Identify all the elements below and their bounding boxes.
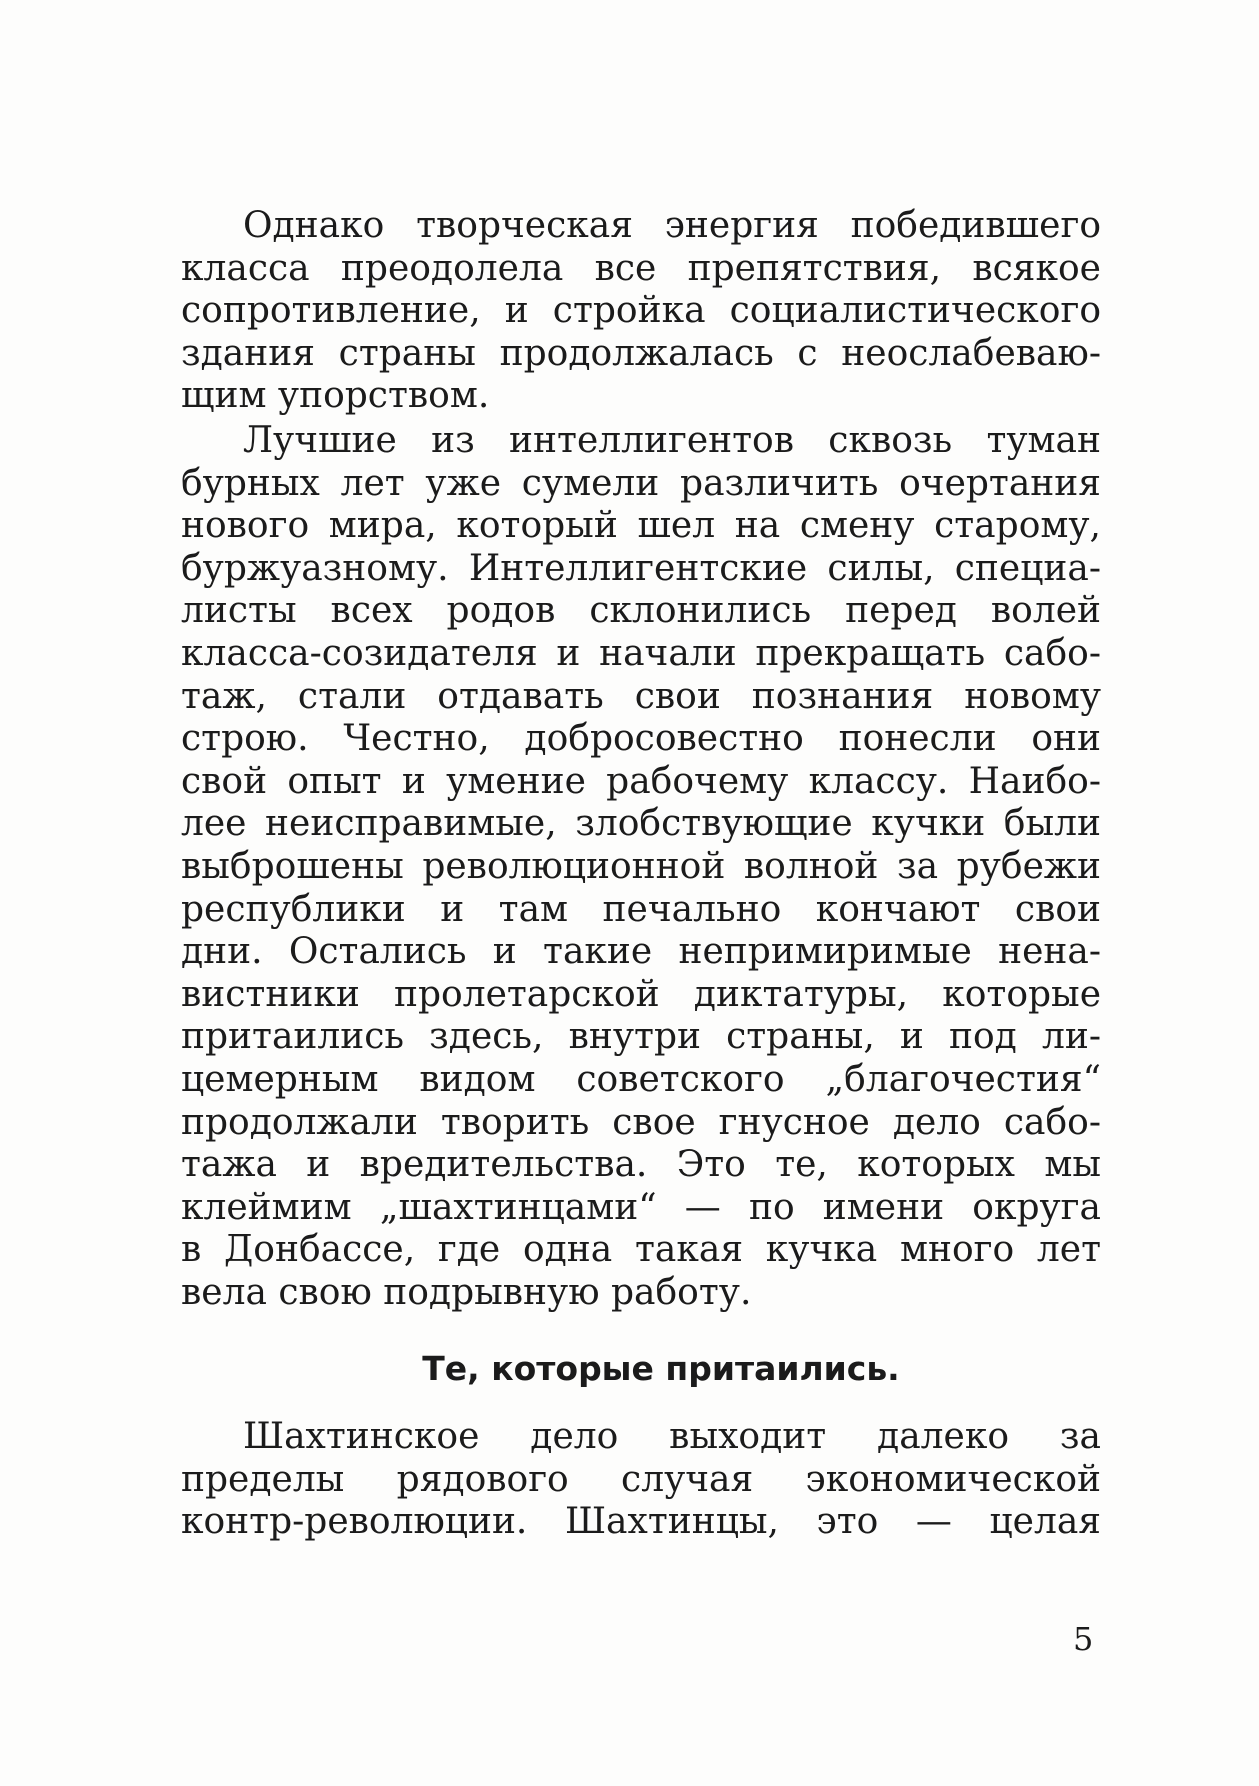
text-line: сопротивление, и стройка социалистического: [181, 290, 1101, 332]
text-line: нового мира, который шел на смену старому,: [181, 505, 1101, 547]
paragraph-1: [181, 205, 1101, 418]
text-line: буржуазному. Интеллигентские силы, специа-: [181, 547, 1101, 589]
text-line: таж, стали отдавать свои познания новому: [181, 675, 1101, 717]
text-line: строю. Честно, добросовестно понесли они: [181, 718, 1101, 760]
text-line: дни. Остались и такие непримиримые нена-: [181, 931, 1101, 973]
paragraph-2: [181, 420, 1101, 1314]
text-line: цемерным видом советского „благочестия“: [181, 1058, 1101, 1100]
text-line: клеймим „шахтинцами“ — по имени округа: [181, 1186, 1101, 1228]
text-line: выброшены революционной волной за рубежи: [181, 845, 1101, 887]
text-line: Однако творческая энергия победившего: [243, 205, 1101, 246]
text-line: здания страны продолжалась с неослабеваю-: [181, 332, 1101, 374]
section-heading: Те, которые притаились.: [422, 1349, 900, 1388]
paragraph-3: [181, 1416, 1101, 1544]
text-line: класса преодолела все препятствия, всякое: [181, 247, 1101, 289]
text-line: в Донбассе, где одна такая кучка много лет: [181, 1229, 1101, 1271]
text-line: вела свою подрывную работу.: [181, 1271, 752, 1313]
text-line: продолжали творить свое гнусное дело сабо-: [181, 1101, 1101, 1143]
text-line: вистники пролетарской диктатуры, которые: [181, 973, 1101, 1015]
text-line: щим упорством.: [181, 375, 490, 417]
page-number: 5: [1073, 1620, 1094, 1658]
text-line: бурных лет уже сумели различить очертания: [181, 462, 1101, 504]
text-line: класса-созидателя и начали прекращать сабо-: [181, 632, 1101, 674]
text-line: контр-революции. Шахтинцы, это — целая: [181, 1501, 1101, 1543]
text-line: лее неисправимые, злобствующие кучки были: [181, 803, 1101, 845]
text-line: притаились здесь, внутри страны, и под ли-: [181, 1016, 1101, 1058]
text-line: Лучшие из интеллигентов сквозь туман: [243, 420, 1101, 461]
text-line: тажа и вредительства. Это те, которых мы: [181, 1144, 1101, 1186]
text-line: свой опыт и умение рабочему классу. Наибо-: [181, 760, 1101, 802]
text-line: пределы рядового случая экономической: [181, 1458, 1101, 1500]
text-line: республики и там печально кончают свои: [181, 888, 1101, 930]
text-line: листы всех родов склонились перед волей: [181, 590, 1101, 632]
text-line: Шахтинское дело выходит далеко за: [243, 1416, 1101, 1457]
